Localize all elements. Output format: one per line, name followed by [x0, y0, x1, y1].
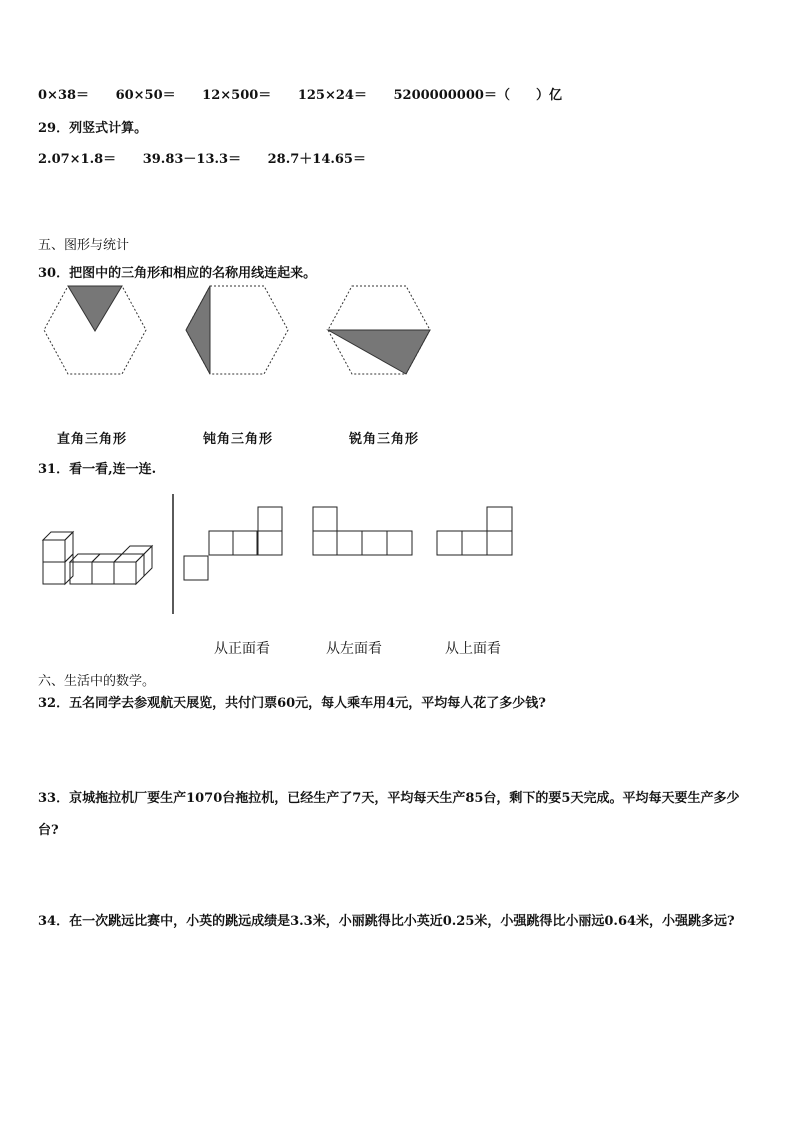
column-calc-item: 2.07×1.8＝ — [38, 152, 117, 167]
section-heading: 五、图形与统计 — [38, 238, 130, 253]
column-calc-item: 39.83－13.3＝ — [142, 152, 242, 167]
q34-text: 34．在一次跳远比赛中，小英的跳远成绩是3.3米，小丽跳得比小英近0.25米，小强跳得比小丽远0.64米，小强跳多远? — [38, 914, 735, 929]
view-grid-2 — [312, 506, 414, 558]
q33-text: 33．京城拖拉机厂要生产1070台拖拉机，已经生产了7天，平均每天生产85台，剩下的要5天完成。平均每天要生产多少台? — [38, 791, 740, 838]
view-label-left: 从左面看 — [326, 641, 382, 657]
column-calc-item: 28.7＋14.65＝ — [267, 152, 366, 167]
triangle-label-acute: 锐角三角形 — [349, 432, 420, 447]
hexagon-figure-2 — [182, 283, 292, 378]
calc-item: 125×24＝ — [297, 88, 367, 103]
vertical-divider — [171, 494, 175, 614]
q29-items — [38, 148, 388, 167]
section-heading: 六、生活中的数学。 — [38, 674, 156, 689]
q30-title: 30．把图中的三角形和相应的名称用线连起来。 — [38, 266, 317, 281]
calc-item: 12×500＝ — [202, 88, 272, 103]
hexagon-figure-3 — [324, 283, 434, 378]
q32-text: 32．五名同学去参观航天展览，共付门票60元，每人乘车用4元，平均每人花了多少钱? — [38, 696, 546, 711]
view-grid-1 — [183, 506, 283, 582]
view-label-top: 从上面看 — [445, 641, 501, 657]
triangle-label-right: 直角三角形 — [57, 432, 128, 447]
oral-calc-row — [38, 84, 584, 103]
calc-item: 60×50＝ — [115, 88, 176, 103]
hexagon-figure-1 — [40, 283, 150, 378]
view-grid-3 — [436, 506, 514, 558]
calc-item: 5200000000＝（ ）亿 — [393, 88, 562, 103]
calc-item: 0×38＝ — [38, 88, 90, 103]
cube-solid-figure — [40, 526, 160, 586]
triangle-label-obtuse: 钝角三角形 — [203, 432, 274, 447]
view-label-front: 从正面看 — [214, 641, 270, 657]
q29-title: 29．列竖式计算。 — [38, 121, 148, 136]
q31-title: 31．看一看,连一连. — [38, 462, 157, 477]
